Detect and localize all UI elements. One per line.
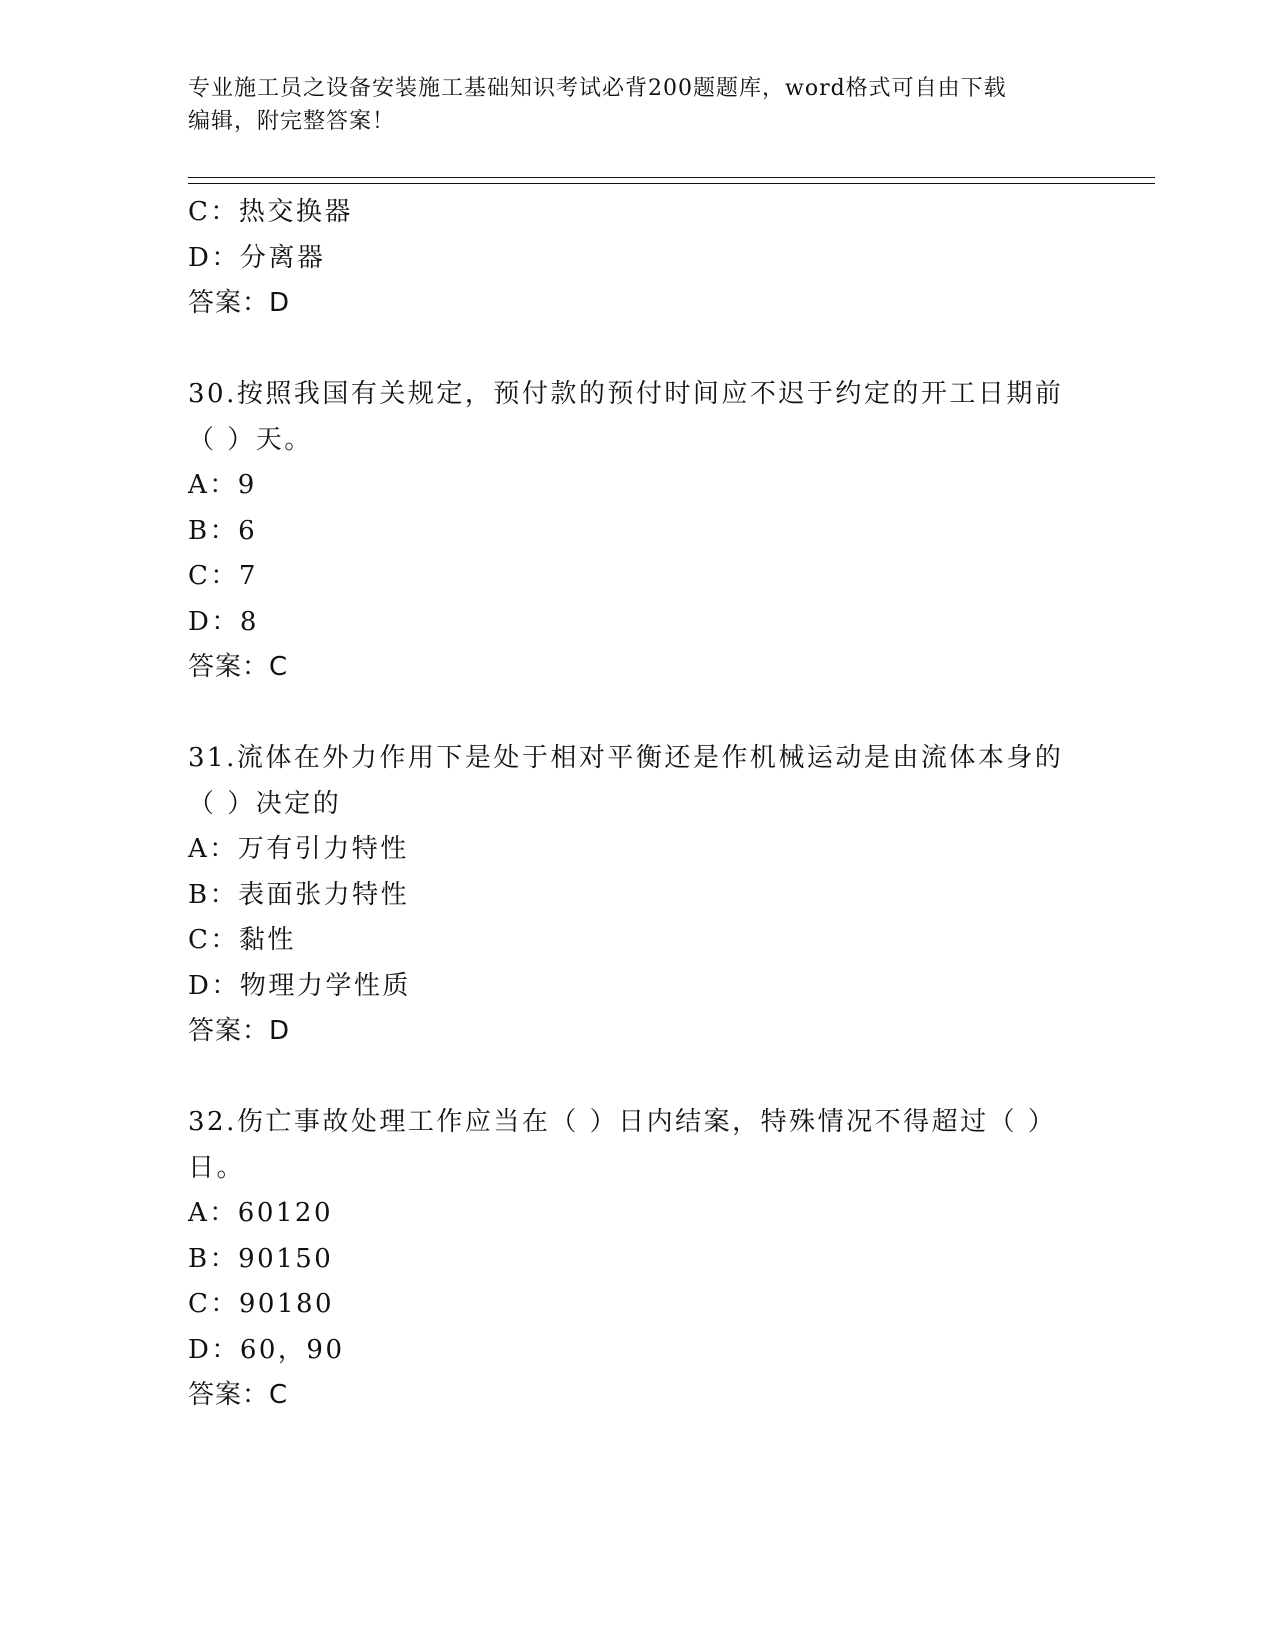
question-block-30 <box>188 372 1088 691</box>
question-stem-line1: 32.伤亡事故处理工作应当在（ ）日内结案，特殊情况不得超过（ ） <box>188 1107 1057 1137</box>
question-list <box>188 190 1088 1419</box>
option-a: A：万有引力特性 <box>188 834 409 864</box>
option-a: A：9 <box>188 470 257 500</box>
option-d: D：分离器 <box>188 242 326 273</box>
question-stem-line2: （ ）天。 <box>188 424 313 455</box>
header-title-line1: 专业施工员之设备安装施工基础知识考试必背200题题库，word格式可自由下载 <box>188 76 1007 101</box>
option-d: D：8 <box>188 606 259 637</box>
option-a: A：60120 <box>188 1198 333 1228</box>
option-d: D：60，90 <box>188 1334 345 1365</box>
question-block-prev <box>188 190 1088 327</box>
answer-line: 答案：D <box>188 1016 291 1046</box>
document-header <box>188 72 1088 138</box>
header-title-line2: 编辑，附完整答案！ <box>188 109 396 134</box>
header-divider-bottom <box>188 183 1155 184</box>
answer-line: 答案：C <box>188 652 289 682</box>
question-stem-line1: 31.流体在外力作用下是处于相对平衡还是作机械运动是由流体本身的 <box>188 743 1064 773</box>
answer-line: 答案：C <box>188 1380 289 1410</box>
header-divider-top <box>188 177 1155 178</box>
option-c: C：热交换器 <box>188 197 353 227</box>
option-c: C：90180 <box>188 1289 335 1319</box>
option-b: B：表面张力特性 <box>188 879 410 910</box>
option-c: C：7 <box>188 561 258 591</box>
option-b: B：6 <box>188 515 258 546</box>
option-c: C：黏性 <box>188 925 296 955</box>
question-stem-line2: 日。 <box>188 1152 246 1183</box>
option-b: B：90150 <box>188 1243 334 1274</box>
question-stem-line1: 30.按照我国有关规定，预付款的预付时间应不迟于约定的开工日期前 <box>188 379 1064 409</box>
question-stem-line2: （ ）决定的 <box>188 788 342 819</box>
question-block-31 <box>188 736 1088 1055</box>
answer-line: 答案：D <box>188 288 291 318</box>
option-d: D：物理力学性质 <box>188 970 411 1001</box>
question-block-32 <box>188 1100 1088 1419</box>
